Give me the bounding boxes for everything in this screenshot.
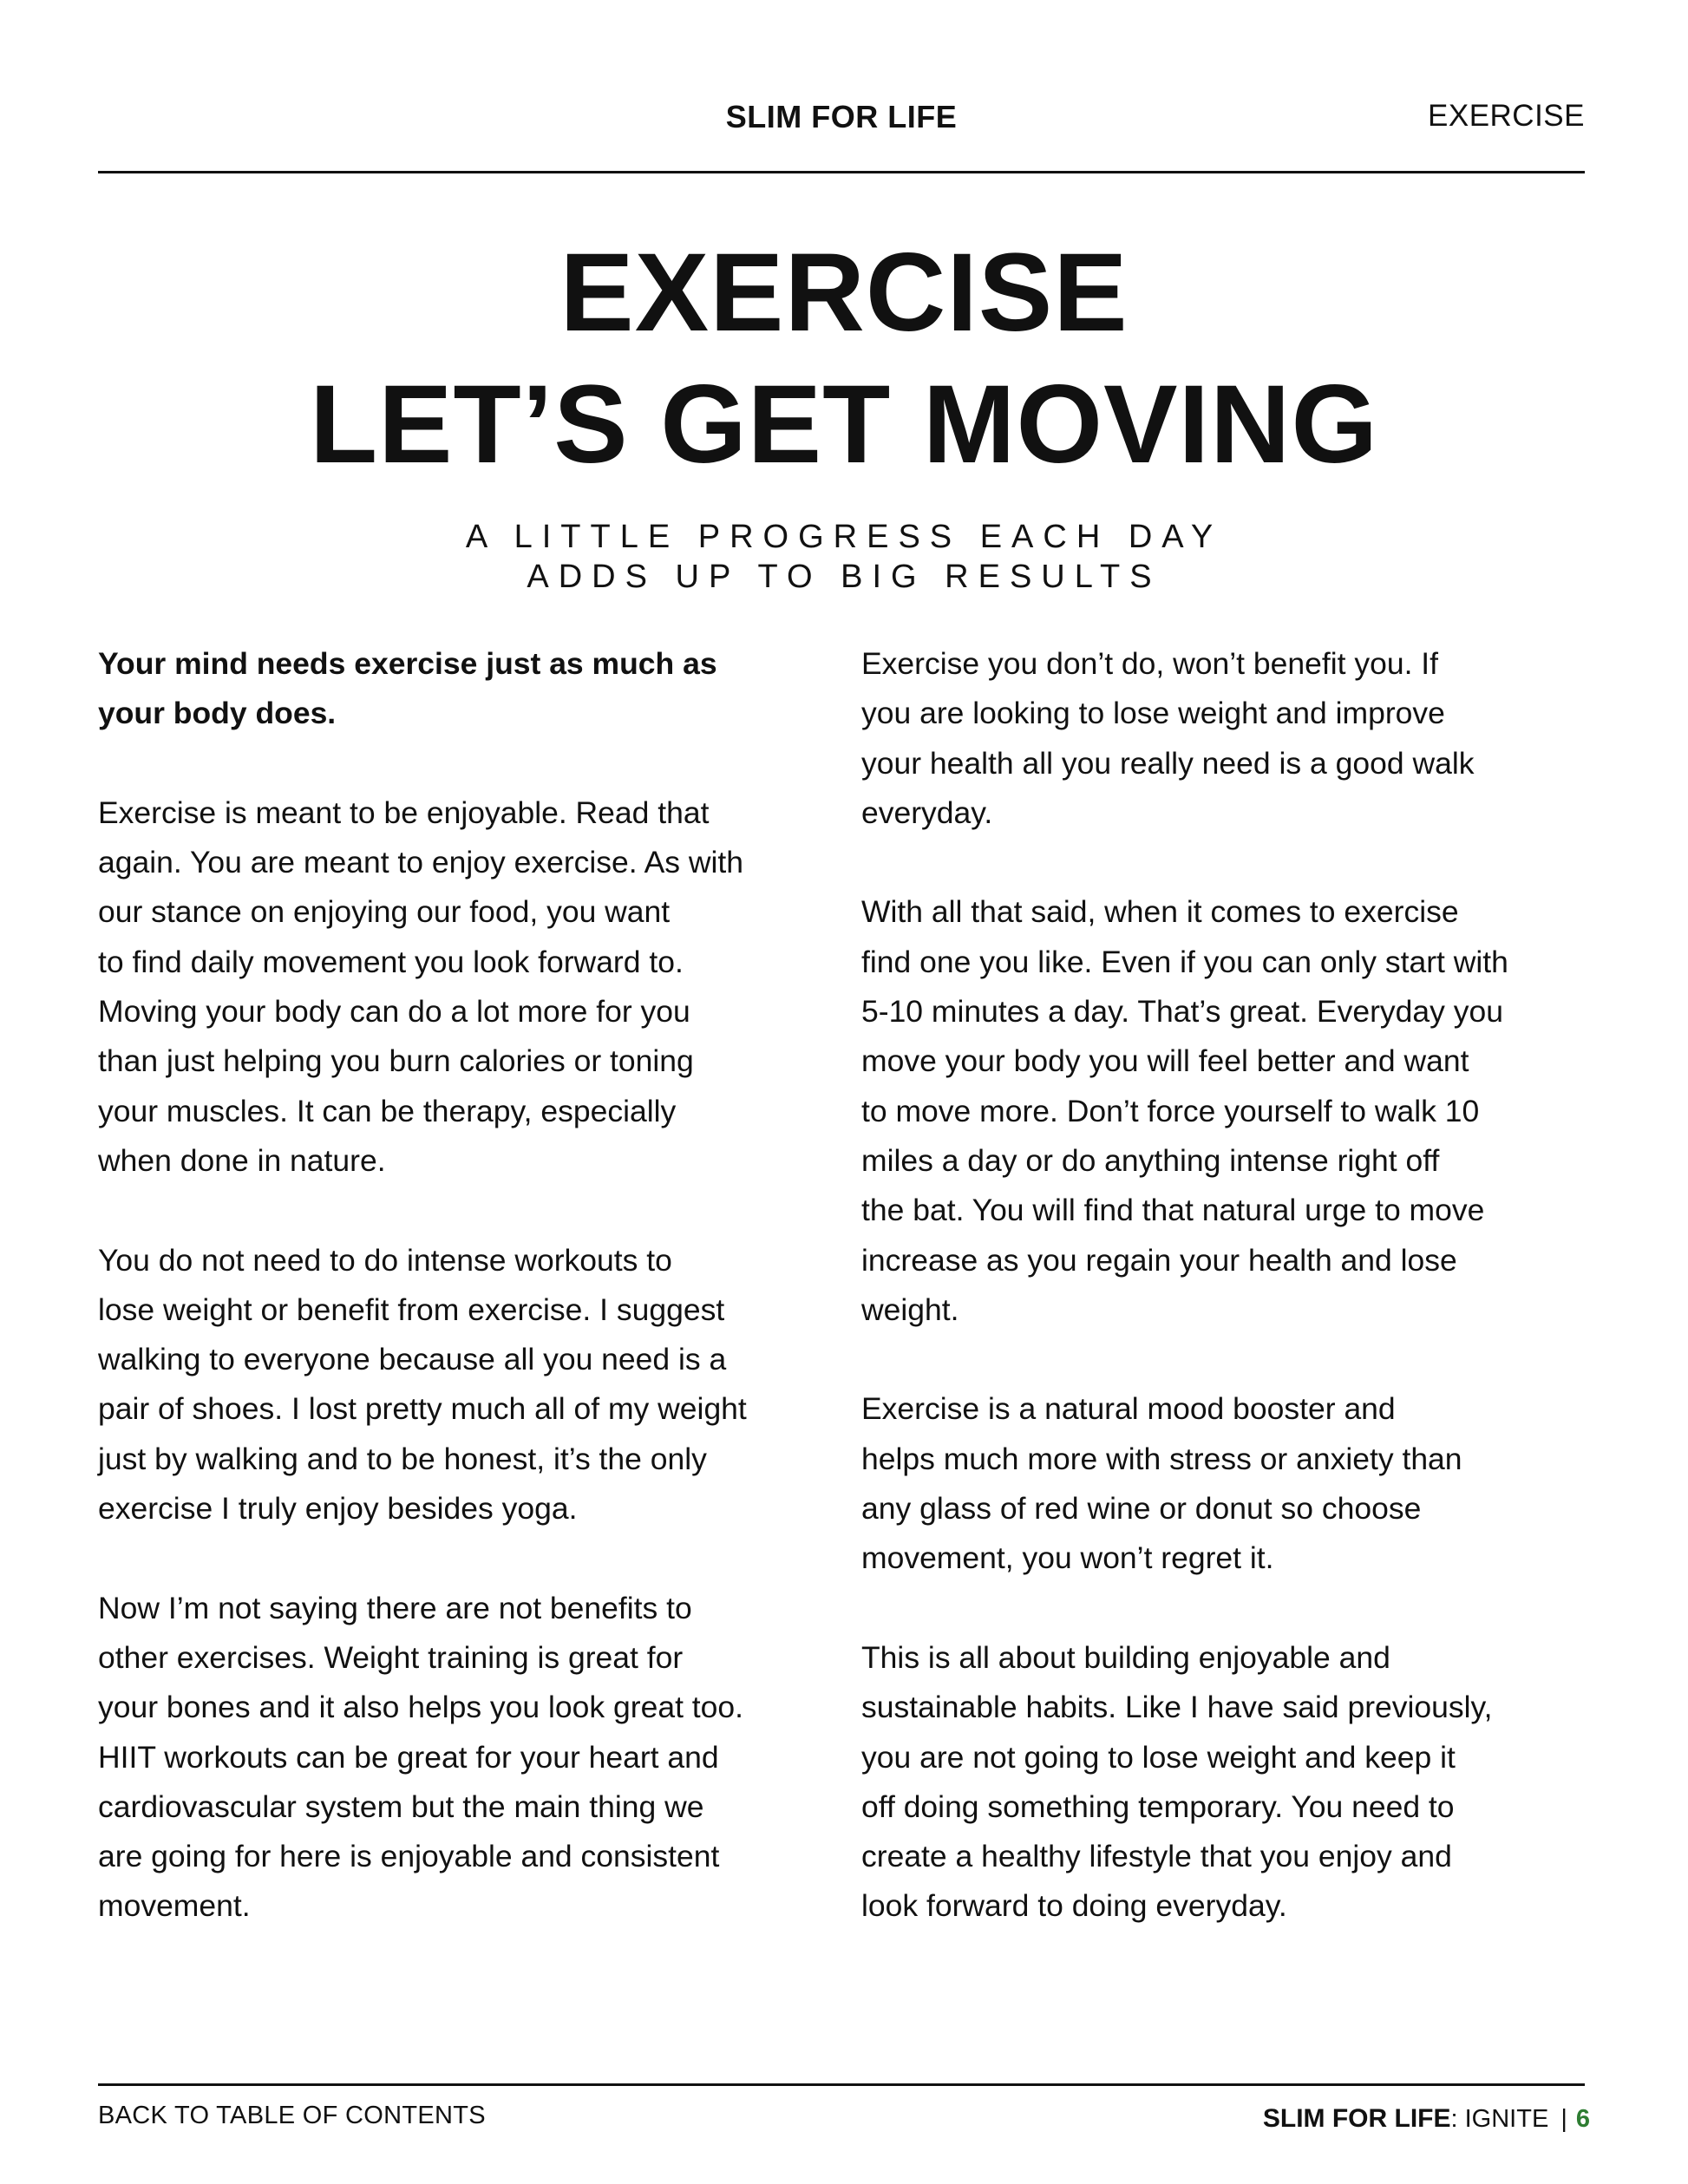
- paragraph-line: our stance on enjoying our food, you want: [98, 894, 671, 930]
- paragraph-line: find one you like. Even if you can only start with: [861, 944, 1508, 979]
- footer-divider: [98, 2083, 1585, 2086]
- left-column-paragraph: [98, 639, 835, 739]
- paragraph-line: sustainable habits. Like I have said previously,: [861, 1690, 1493, 1725]
- paragraph-line: you are looking to lose weight and improve: [861, 696, 1445, 731]
- paragraph-line: Exercise is meant to be enjoyable. Read that: [98, 794, 710, 830]
- right-column-paragraph: [861, 1384, 1599, 1583]
- paragraph-line: pair of shoes. I lost pretty much all of my weight: [98, 1391, 747, 1427]
- page-subtitle: [0, 517, 1688, 597]
- right-column-paragraph: [861, 639, 1599, 838]
- paragraph-line: your body does.: [98, 696, 337, 731]
- left-column-paragraph: [98, 1236, 835, 1534]
- header-divider: [98, 171, 1585, 173]
- left-column-paragraph: [98, 1584, 835, 1932]
- paragraph-line: just by walking and to be honest, it’s the only: [98, 1441, 707, 1476]
- paragraph-line: create a healthy lifestyle that you enjoy and: [861, 1839, 1452, 1874]
- paragraph-line: other exercises. Weight training is great for: [98, 1639, 684, 1675]
- page-header: [98, 95, 1585, 139]
- title-line-2: LET’S GET MOVING: [309, 363, 1379, 487]
- paragraph-line: to move more. Don’t force yourself to walk 10: [861, 1093, 1480, 1128]
- paragraph-line: exercise I truly enjoy besides yoga.: [98, 1491, 578, 1527]
- right-column-paragraph: [861, 887, 1599, 1335]
- paragraph-line: You do not need to do intense workouts to: [98, 1242, 672, 1278]
- footer-brand-block: [1263, 2104, 1590, 2134]
- header-section-label: EXERCISE: [1428, 99, 1585, 133]
- paragraph-line: when done in nature.: [98, 1142, 386, 1178]
- paragraph-line: Your mind needs exercise just as much as: [98, 646, 717, 681]
- paragraph-line: weight.: [861, 1291, 959, 1327]
- paragraph-line: Now I’m not saying there are not benefits to: [98, 1590, 692, 1625]
- header-brand: SLIM FOR LIFE: [725, 99, 958, 134]
- paragraph-line: With all that said, when it comes to exercise: [861, 894, 1459, 930]
- left-column-paragraph: [98, 788, 835, 1186]
- paragraph-line: the bat. You will find that natural urge to move: [861, 1193, 1485, 1228]
- right-column: [861, 639, 1599, 1981]
- paragraph-line: walking to everyone because all you need is a: [98, 1342, 727, 1377]
- paragraph-line: HIIT workouts can be great for your heart and: [98, 1739, 719, 1775]
- paragraph-line: again. You are meant to enjoy exercise. As with: [98, 845, 743, 880]
- page-number: 6: [1575, 2105, 1590, 2133]
- paragraph-line: 5-10 minutes a day. That’s great. Everyday you: [861, 994, 1503, 1030]
- paragraph-line: your bones and it also helps you look great too.: [98, 1690, 744, 1725]
- paragraph-line: look forward to doing everyday.: [861, 1888, 1287, 1924]
- paragraph-line: move your body you will feel better and want: [861, 1043, 1469, 1079]
- subtitle-line-1: A LITTLE PROGRESS EACH DAY: [465, 519, 1223, 555]
- paragraph-line: your muscles. It can be therapy, especially: [98, 1093, 677, 1128]
- footer-edition: : IGNITE: [1450, 2105, 1549, 2133]
- paragraph-line: you are not going to lose weight and keep it: [861, 1739, 1456, 1775]
- subtitle-line-2: ADDS UP TO BIG RESULTS: [527, 559, 1161, 595]
- paragraph-line: than just helping you burn calories or toning: [98, 1043, 694, 1079]
- footer-separator: |: [1560, 2105, 1567, 2133]
- paragraph-line: helps much more with stress or anxiety than: [861, 1441, 1462, 1476]
- footer-brand: SLIM FOR LIFE: [1262, 2104, 1451, 2133]
- paragraph-line: cardiovascular system but the main thing we: [98, 1788, 704, 1824]
- paragraph-line: lose weight or benefit from exercise. I suggest: [98, 1291, 725, 1327]
- left-column: [98, 639, 835, 1981]
- page-title: [0, 227, 1688, 491]
- paragraph-line: Exercise is a natural mood booster and: [861, 1391, 1396, 1427]
- paragraph-line: your health all you really need is a good walk: [861, 745, 1475, 781]
- paragraph-line: movement.: [98, 1888, 251, 1924]
- paragraph-line: This is all about building enjoyable and: [861, 1639, 1390, 1675]
- paragraph-line: any glass of red wine or donut so choose: [861, 1491, 1422, 1527]
- paragraph-line: to find daily movement you look forward to.: [98, 944, 684, 979]
- paragraph-line: Exercise you don’t do, won’t benefit you. If: [861, 646, 1439, 681]
- paragraph-line: are going for here is enjoyable and consistent: [98, 1839, 720, 1874]
- paragraph-line: everyday.: [861, 794, 993, 830]
- right-column-paragraph: [861, 1633, 1599, 1932]
- title-line-1: EXERCISE: [559, 231, 1129, 355]
- paragraph-line: movement, you won’t regret it.: [861, 1540, 1274, 1576]
- paragraph-line: miles a day or do anything intense right off: [861, 1142, 1440, 1178]
- paragraph-line: off doing something temporary. You need to: [861, 1788, 1455, 1824]
- paragraph-line: increase as you regain your health and lose: [861, 1242, 1457, 1278]
- back-to-toc-link[interactable]: BACK TO TABLE OF CONTENTS: [98, 2102, 486, 2129]
- paragraph-line: Moving your body can do a lot more for you: [98, 994, 690, 1030]
